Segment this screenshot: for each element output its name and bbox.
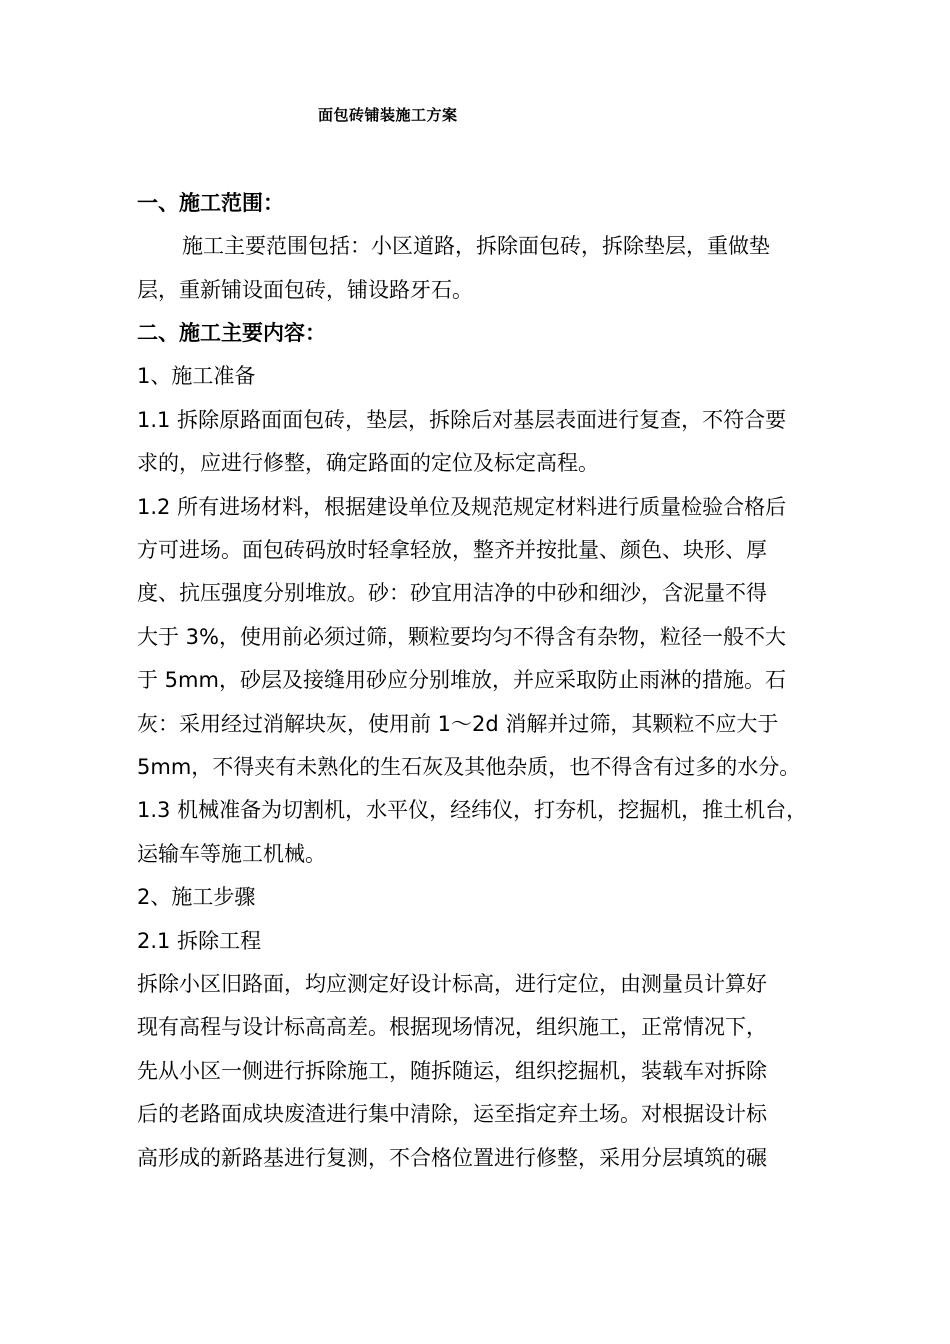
paragraph-line: 1.1 拆除原路面面包砖，垫层，拆除后对基层表面进行复查，不符合要	[137, 408, 787, 432]
paragraph-line: 大于 3%，使用前必须过筛，颗粒要均匀不得含有杂物，粒径一般不大	[137, 625, 786, 649]
subsection-heading-demolition: 2.1 拆除工程	[137, 929, 262, 953]
subsection-heading-steps: 2、施工步骤	[137, 885, 256, 909]
paragraph-line: 先从小区一侧进行拆除施工，随拆随运，组织挖掘机，装载车对拆除	[137, 1059, 767, 1083]
paragraph-line: 施工主要范围包括：小区道路，拆除面包砖，拆除垫层，重做垫	[182, 234, 770, 258]
paragraph-line: 度、抗压强度分别堆放。砂：砂宜用洁净的中砂和细沙，含泥量不得	[137, 581, 767, 605]
paragraph-line: 1.3 机械准备为切割机，水平仪，经纬仪，打夯机，挖掘机，推土机台，	[137, 798, 808, 822]
paragraph-line: 运输车等施工机械。	[137, 842, 326, 866]
paragraph-line: 于 5mm，砂层及接缝用砂应分别堆放，并应采取防止雨淋的措施。石	[137, 668, 786, 692]
paragraph-line: 层，重新铺设面包砖，铺设路牙石。	[137, 278, 473, 302]
paragraph-line: 求的，应进行修整，确定路面的定位及标定高程。	[137, 451, 599, 475]
subsection-heading-preparation: 1、施工准备	[137, 364, 256, 388]
paragraph-line: 灰：采用经过消解块灰，使用前 1～2d 消解并过筛，其颗粒不应大于	[137, 712, 779, 736]
paragraph-line: 5mm，不得夹有未熟化的生石灰及其他杂质，也不得含有过多的水分。	[137, 755, 801, 779]
paragraph-line: 后的老路面成块废渣进行集中清除，运至指定弃土场。对根据设计标	[137, 1102, 767, 1126]
paragraph-line: 方可进场。面包砖码放时轻拿轻放，整齐并按批量、颜色、块形、厚	[137, 538, 767, 562]
section-heading-scope: 一、施工范围：	[137, 191, 284, 215]
section-heading-content: 二、施工主要内容：	[137, 321, 326, 345]
paragraph-line: 1.2 所有进场材料，根据建设单位及规范规定材料进行质量检验合格后	[137, 495, 787, 519]
paragraph-line: 拆除小区旧路面，均应测定好设计标高，进行定位，由测量员计算好	[137, 972, 767, 996]
paragraph-line: 高形成的新路基进行复测，不合格位置进行修整，采用分层填筑的碾	[137, 1146, 767, 1170]
document-title: 面包砖铺装施工方案	[318, 106, 458, 124]
paragraph-line: 现有高程与设计标高高差。根据现场情况，组织施工，正常情况下，	[137, 1015, 767, 1039]
